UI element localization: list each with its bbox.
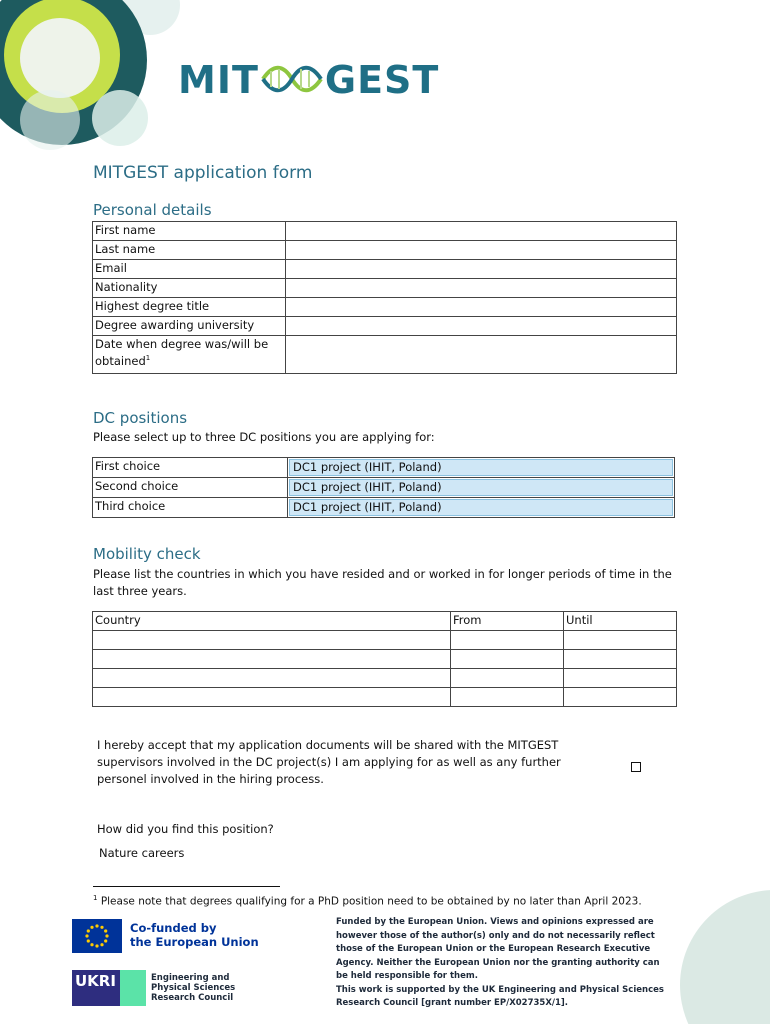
last-name-field[interactable] — [286, 241, 677, 260]
footnote-marker: 1 — [145, 354, 151, 362]
degree-date-field[interactable] — [286, 336, 677, 374]
consent-checkbox[interactable] — [631, 762, 641, 772]
decorative-circles — [0, 0, 190, 150]
table-row — [93, 222, 677, 241]
from-column-header: From — [451, 612, 564, 631]
table-row — [93, 458, 675, 478]
until-field[interactable] — [564, 631, 677, 650]
table-row — [93, 478, 675, 498]
until-column-header: Until — [564, 612, 677, 631]
eu-flag-icon — [72, 919, 122, 953]
last-name-label: Last name — [93, 241, 286, 260]
university-field[interactable] — [286, 317, 677, 336]
logo-text-left: MIT — [178, 58, 259, 102]
email-label: Email — [93, 260, 286, 279]
table-row — [93, 260, 677, 279]
first-name-field[interactable] — [286, 222, 677, 241]
ukri-logo-text: UKRI — [75, 972, 116, 990]
degree-date-label-cell — [93, 336, 286, 374]
source-question: How did you find this position? — [97, 822, 274, 836]
table-row — [93, 498, 675, 518]
mobility-instruction: Please list the countries in which you have resided and or worked in for longer periods of time in the last three years. — [93, 567, 672, 598]
table-row — [93, 241, 677, 260]
footnote-divider — [93, 886, 280, 887]
country-column-header: Country — [93, 612, 451, 631]
table-row — [93, 298, 677, 317]
first-choice-label: First choice — [93, 458, 288, 478]
degree-date-label: Date when degree was/will be obtained — [95, 337, 269, 368]
country-field[interactable] — [93, 688, 451, 707]
from-field[interactable] — [451, 669, 564, 688]
table-row — [93, 336, 677, 374]
second-choice-select[interactable]: DC1 project (IHIT, Poland) — [289, 479, 673, 496]
mitgest-logo — [178, 60, 439, 103]
ukri-funding-text: This work is supported by the UK Engineering and Physical Sciences Research Council [grant number EP/X02735X/1]. — [336, 984, 664, 1008]
table-row — [93, 631, 677, 650]
third-choice-label: Third choice — [93, 498, 288, 518]
degree-title-field[interactable] — [286, 298, 677, 317]
personal-details-table — [92, 221, 677, 374]
dna-helix-icon — [261, 62, 323, 103]
second-choice-label: Second choice — [93, 478, 288, 498]
until-field[interactable] — [564, 688, 677, 707]
until-field[interactable] — [564, 650, 677, 669]
ukri-logo — [72, 970, 146, 1006]
first-choice-select[interactable]: DC1 project (IHIT, Poland) — [289, 459, 673, 476]
table-row — [93, 669, 677, 688]
eu-cofunded-label: Co-funded by the European Union — [130, 921, 259, 949]
third-choice-select[interactable]: DC1 project (IHIT, Poland) — [289, 499, 673, 516]
country-field[interactable] — [93, 631, 451, 650]
footnote-number: 1 — [93, 894, 98, 902]
dc-positions-heading: DC positions — [93, 409, 188, 427]
decorative-circle-bottom — [665, 890, 770, 1024]
funding-statement — [336, 916, 666, 1011]
nationality-field[interactable] — [286, 279, 677, 298]
from-field[interactable] — [451, 688, 564, 707]
degree-title-label: Highest degree title — [93, 298, 286, 317]
form-title: MITGEST application form — [93, 163, 313, 183]
mobility-heading: Mobility check — [93, 545, 201, 563]
email-field[interactable] — [286, 260, 677, 279]
university-label: Degree awarding university — [93, 317, 286, 336]
logo-text-right: GEST — [324, 58, 440, 102]
table-row — [93, 688, 677, 707]
table-header-row — [93, 612, 677, 631]
table-row — [93, 279, 677, 298]
dc-positions-table — [92, 457, 675, 518]
country-field[interactable] — [93, 650, 451, 669]
personal-details-heading: Personal details — [93, 201, 212, 219]
consent-text: I hereby accept that my application documents will be shared with the MITGEST supervisors involved in the DC project(s) I am applying for as well as any further personel involved in the hiring process. — [97, 738, 561, 786]
table-row — [93, 317, 677, 336]
dc-instruction: Please select up to three DC positions you are applying for: — [93, 430, 435, 444]
footnote — [93, 894, 642, 908]
source-answer[interactable]: Nature careers — [99, 846, 185, 860]
nationality-label: Nationality — [93, 279, 286, 298]
country-field[interactable] — [93, 669, 451, 688]
from-field[interactable] — [451, 631, 564, 650]
until-field[interactable] — [564, 669, 677, 688]
eu-funding-text: Funded by the European Union. Views and opinions expressed are however those of the author(s) only and do not necessarily reflect those of the European Union or the European Research Executive Agency. Neither the European Union nor the granting authority can be held responsible for them. — [336, 917, 660, 981]
mobility-table — [92, 611, 677, 707]
epsrc-label: Engineering and Physical Sciences Research Council — [151, 973, 236, 1003]
from-field[interactable] — [451, 650, 564, 669]
first-name-label: First name — [93, 222, 286, 241]
table-row — [93, 650, 677, 669]
footnote-text: Please note that degrees qualifying for a PhD position need to be obtained by no later than April 2023. — [100, 895, 642, 908]
